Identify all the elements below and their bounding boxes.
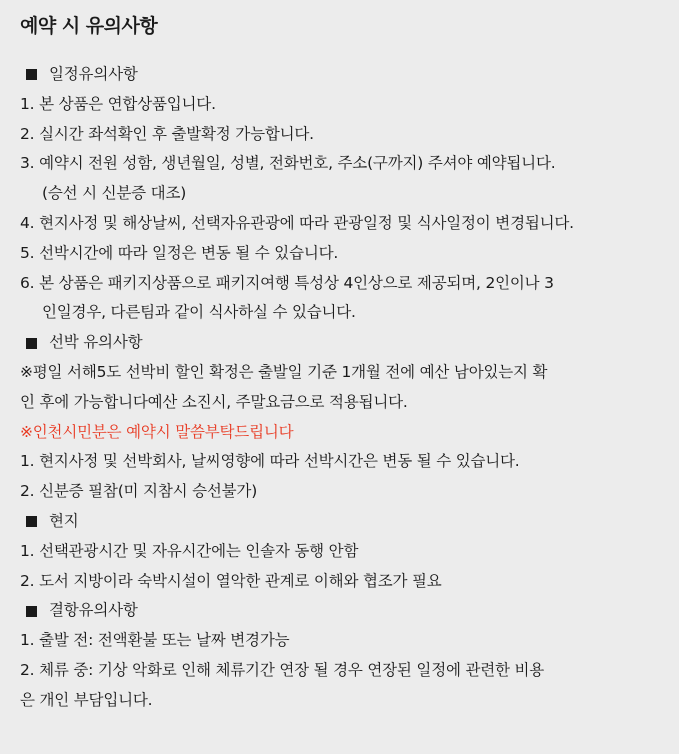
list-item: 3. 예약시 전원 성함, 생년월일, 성별, 전화번호, 주소(구까지) 주셔야 예약됩니다. [20, 154, 556, 173]
list-item: 1. 선택관광시간 및 자유시간에는 인솔자 동행 안함 [20, 541, 359, 560]
list-item: 2. 신분증 필참(미 지참시 승선불가) [20, 482, 258, 501]
list-item: 1. 현지사정 및 선박회사, 날씨영향에 따라 선박시간은 변동 될 수 있습니다. [20, 452, 520, 471]
highlight-note: ※인천시민분은 예약시 말씀부탁드립니다 [20, 422, 294, 441]
black-square-icon [26, 69, 37, 80]
list-item: 4. 현지사정 및 해상날씨, 선택자유관광에 따라 관광일정 및 식사일정이 변경됩니다. [20, 213, 574, 232]
list-item: 2. 도서 지방이라 숙박시설이 열악한 관계로 이해와 협조가 필요 [20, 571, 442, 590]
list-item-continuation: 인일경우, 다른팀과 같이 식사하실 수 있습니다. [42, 303, 356, 322]
list-item: 1. 본 상품은 연합상품입니다. [20, 94, 216, 113]
list-item-continuation: 은 개인 부담입니다. [20, 690, 153, 709]
list-item: 1. 출발 전: 전액환불 또는 날짜 변경가능 [20, 631, 290, 650]
black-square-icon [26, 516, 37, 527]
section-heading-cancel [20, 596, 665, 626]
section-heading-label: 결항유의사항 [49, 601, 138, 620]
black-square-icon [26, 606, 37, 617]
list-item-continuation: (승선 시 신분증 대조) [42, 184, 187, 203]
section-heading-local [20, 507, 665, 537]
list-item: 6. 본 상품은 패키지상품으로 패키지여행 특성상 4인상으로 제공되며, 2인이나 3 [20, 273, 554, 292]
list-item: 2. 체류 중: 기상 악화로 인해 체류기간 연장 될 경우 연장된 일정에 관련한 비용 [20, 660, 545, 679]
list-item: 5. 선박시간에 따라 일정은 변동 될 수 있습니다. [20, 243, 339, 262]
section-heading-ship [20, 328, 665, 358]
page-title: 예약 시 유의사항 [20, 15, 158, 37]
note-line: 인 후에 가능합니다예산 소진시, 주말요금으로 적용됩니다. [20, 392, 408, 411]
section-heading-label: 현지 [49, 511, 79, 530]
section-heading-schedule [20, 60, 665, 90]
note-line: ※평일 서해5도 선박비 할인 확정은 출발일 기준 1개월 전에 예산 남아있는지 확 [20, 362, 548, 381]
section-heading-label: 선박 유의사항 [49, 333, 143, 352]
section-heading-label: 일정유의사항 [49, 65, 138, 83]
black-square-icon [26, 338, 37, 349]
list-item: 2. 실시간 좌석확인 후 출발확정 가능합니다. [20, 124, 314, 143]
